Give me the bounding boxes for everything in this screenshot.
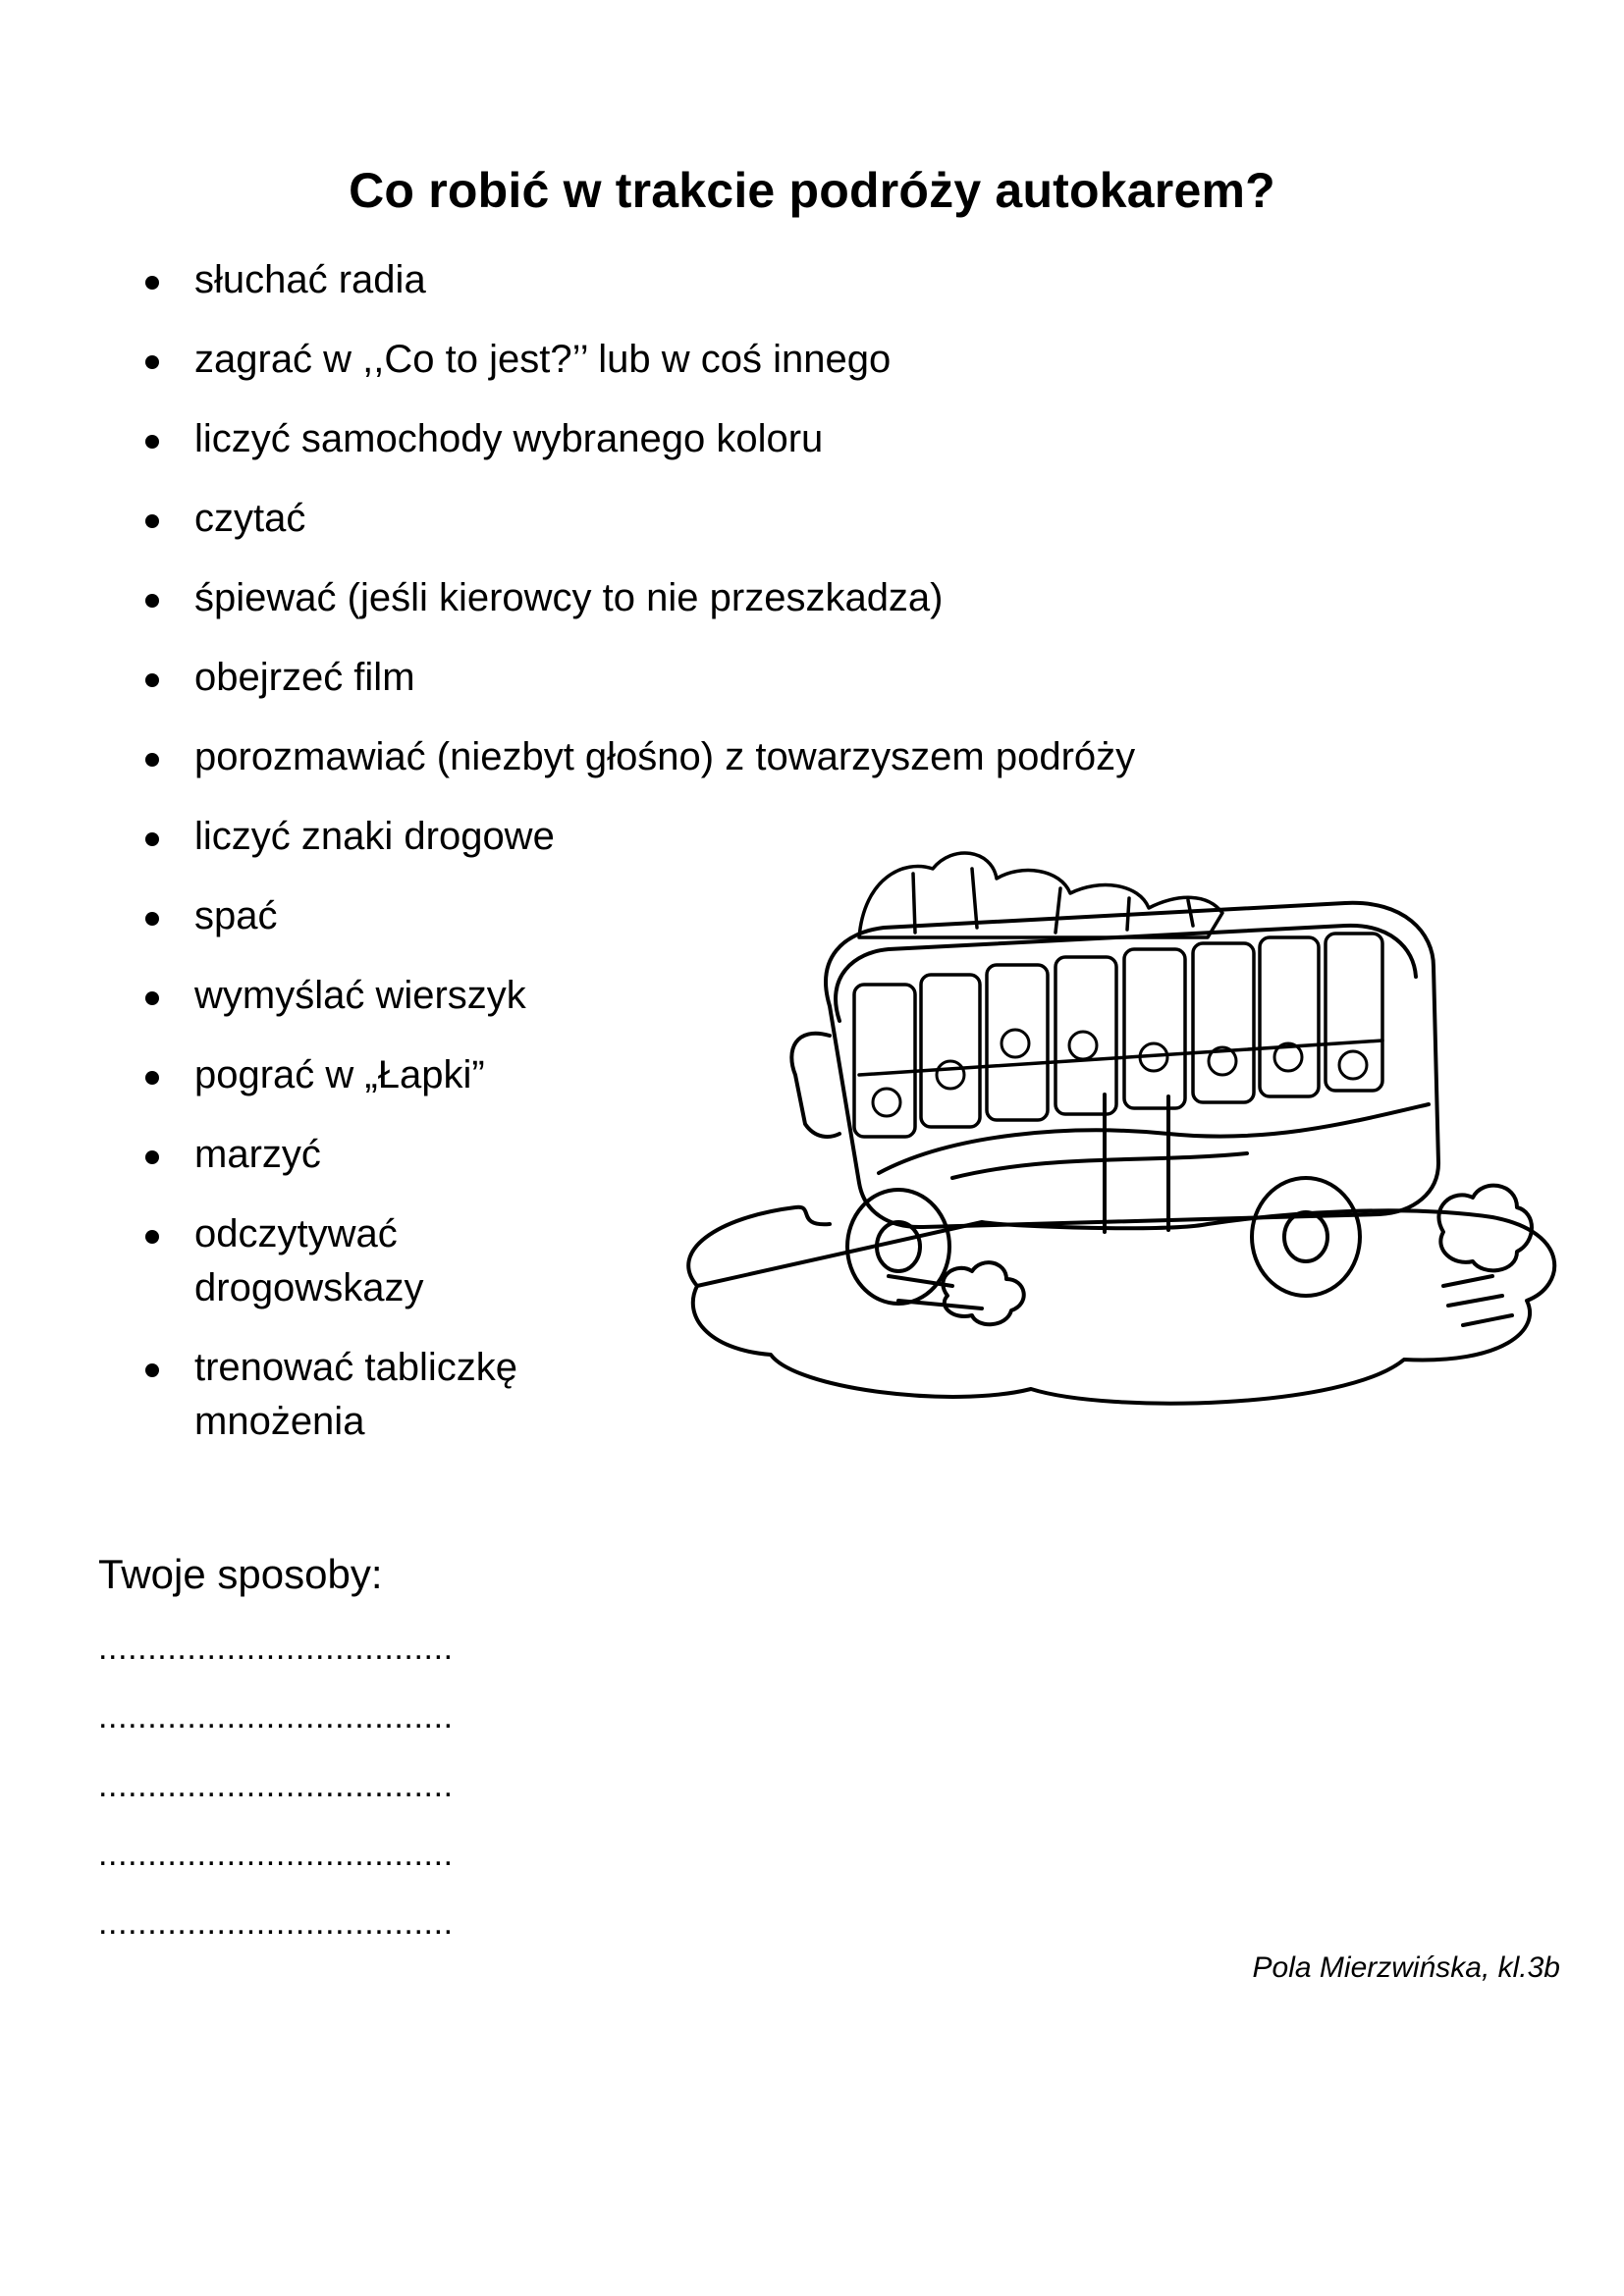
passenger-faces (873, 1030, 1367, 1116)
bullet-icon (145, 594, 159, 608)
author-signature: Pola Mierzwińska, kl.3b (1252, 1951, 1560, 1984)
activity-text: marzyć (194, 1133, 321, 1176)
activity-text: wymyślać wierszyk (194, 974, 526, 1017)
dust-cloud (1438, 1186, 1532, 1271)
activity-text: zagrać w ,,Co to jest?’’ lub w coś innego (194, 338, 892, 381)
bus-door (1105, 1095, 1168, 1232)
activity-text: słuchać radia (194, 258, 426, 301)
ground-shadow (688, 1207, 1554, 1404)
answer-line[interactable]: .................................... (98, 1904, 454, 1942)
activity-text: pograć w „Łapki” (194, 1053, 485, 1096)
activity-text: obejrzeć film (194, 656, 415, 699)
bullet-icon (145, 276, 159, 290)
speed-lines (889, 1276, 1512, 1325)
page-title: Co robić w trakcie podróży autokarem? (349, 163, 1275, 218)
activity-text: porozmawiać (niezbyt głośno) z towarzyszem podróży (194, 735, 1136, 778)
bullet-icon (145, 753, 159, 767)
dust-cloud (943, 1262, 1023, 1324)
answer-line[interactable]: .................................... (98, 1629, 454, 1667)
bullet-icon (145, 1150, 159, 1164)
bullet-icon (145, 1230, 159, 1244)
bullet-icon (145, 514, 159, 528)
bus-illustration-icon (658, 839, 1581, 1458)
bus-body (826, 903, 1438, 1227)
bullet-icon (145, 355, 159, 369)
activity-text: śpiewać (jeśli kierowcy to nie przeszkadza) (194, 576, 944, 619)
answer-line[interactable]: .................................... (98, 1836, 454, 1873)
bullet-icon (145, 991, 159, 1005)
activity-text: spać (194, 894, 278, 937)
activity-text: liczyć samochody wybranego koloru (194, 417, 824, 460)
bus-windows (854, 934, 1382, 1137)
bus-mirror (791, 1034, 839, 1137)
bus-stripe (879, 1104, 1429, 1178)
bullet-icon (145, 832, 159, 846)
activity-text: trenować tabliczkę mnożenia (194, 1346, 518, 1443)
activity-text: czytać (194, 497, 306, 540)
activity-text: liczyć znaki drogowe (194, 815, 555, 858)
roof-luggage (859, 853, 1222, 937)
bullet-icon (145, 673, 159, 687)
bullet-icon (145, 912, 159, 926)
answer-line[interactable]: .................................... (98, 1767, 454, 1804)
bullet-icon (145, 435, 159, 449)
activity-text: odczytywać drogowskazy (194, 1212, 424, 1309)
answer-line[interactable]: .................................... (98, 1698, 454, 1735)
bullet-icon (145, 1363, 159, 1377)
your-ways-label: Twoje sposoby: (98, 1551, 383, 1597)
bullet-icon (145, 1071, 159, 1085)
